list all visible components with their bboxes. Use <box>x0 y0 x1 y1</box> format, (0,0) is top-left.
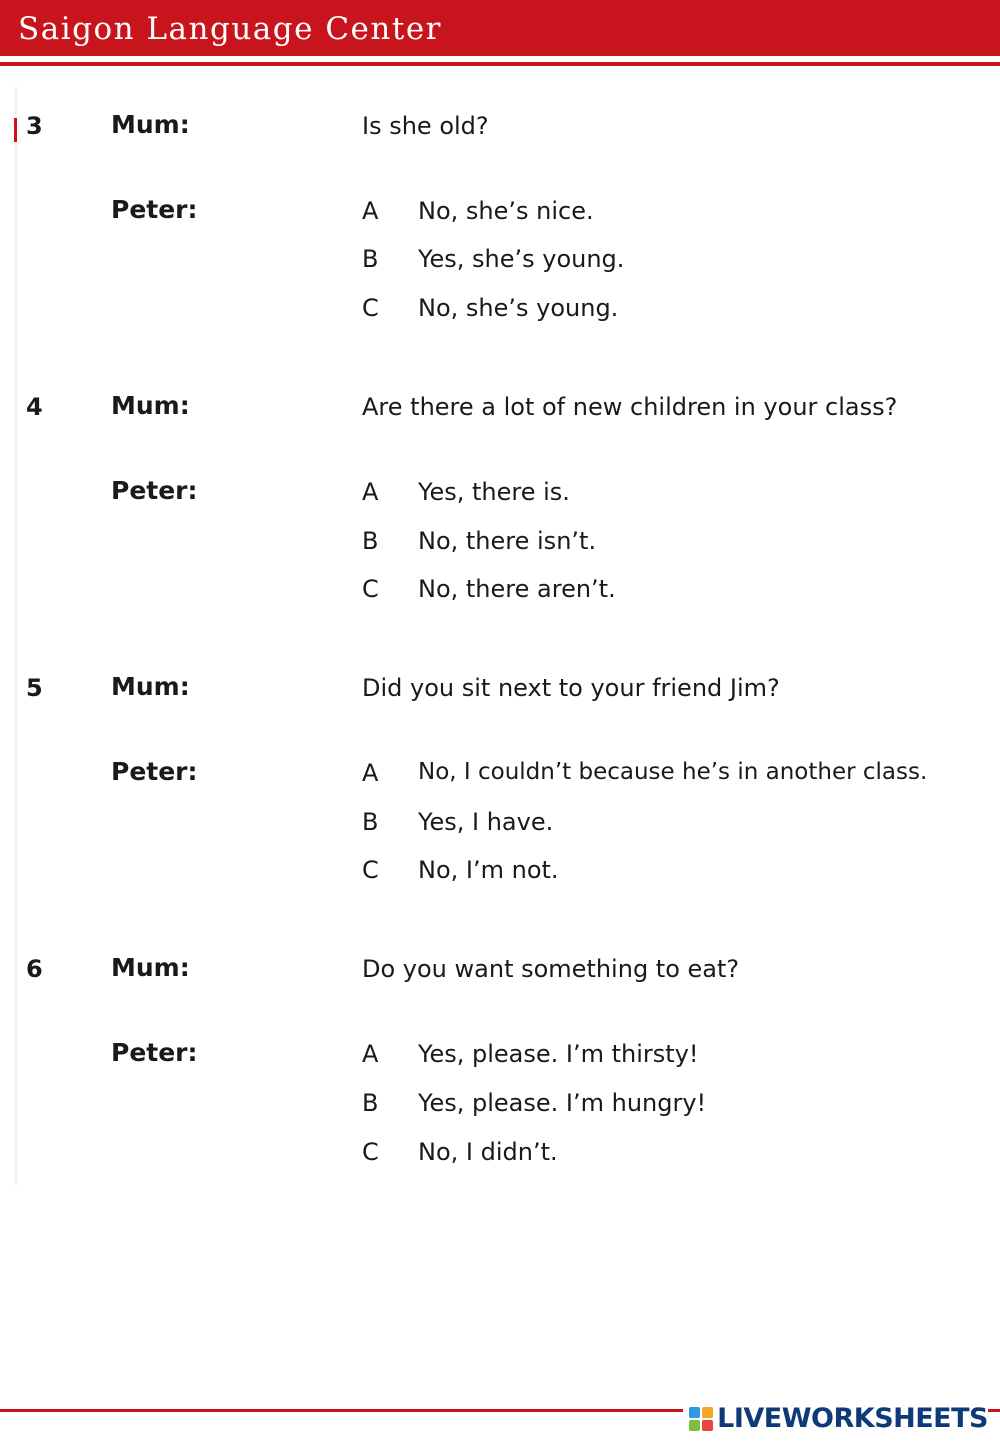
option-letter[interactable]: C <box>362 856 379 884</box>
red-margin-mark <box>14 118 17 142</box>
option-text[interactable]: No, I couldn’t because he’s in another class. <box>418 759 928 785</box>
option-text[interactable]: No, there isn’t. <box>418 527 597 555</box>
option-letter[interactable]: B <box>362 527 379 555</box>
mum-question-text: Do you want something to eat? <box>362 955 740 983</box>
option-text[interactable]: No, I’m not. <box>418 856 559 884</box>
liveworksheets-logo[interactable] <box>683 1405 988 1432</box>
option-text[interactable]: Yes, please. I’m hungry! <box>418 1089 707 1117</box>
option-letter[interactable]: C <box>362 575 379 603</box>
header-bar <box>0 0 1000 56</box>
option-text[interactable]: No, I didn’t. <box>418 1138 558 1166</box>
liveworksheets-logo-icon <box>689 1407 713 1431</box>
option-letter[interactable]: C <box>362 294 379 322</box>
option-letter[interactable]: C <box>362 1138 379 1166</box>
mum-question-text: Did you sit next to your friend Jim? <box>362 674 780 702</box>
mum-question-text: Is she old? <box>362 112 489 140</box>
header-divider <box>0 62 1000 66</box>
option-text[interactable]: No, she’s nice. <box>418 197 594 225</box>
option-letter[interactable]: B <box>362 1089 379 1117</box>
header-title: Saigon Language Center <box>18 11 442 47</box>
speaker-label-mum: Mum: <box>111 391 190 420</box>
speaker-label-mum: Mum: <box>111 672 190 701</box>
option-letter[interactable]: A <box>362 197 379 225</box>
speaker-label-peter: Peter: <box>111 195 198 224</box>
option-letter[interactable]: B <box>362 245 379 273</box>
option-letter[interactable]: A <box>362 759 379 787</box>
logo-square-icon <box>689 1420 700 1431</box>
option-text[interactable]: Yes, she’s young. <box>418 245 625 273</box>
logo-square-icon <box>702 1420 713 1431</box>
speaker-label-peter: Peter: <box>111 476 198 505</box>
option-letter[interactable]: A <box>362 478 379 506</box>
speaker-label-mum: Mum: <box>111 953 190 982</box>
logo-square-icon <box>689 1407 700 1418</box>
mum-question-text: Are there a lot of new children in your class? <box>362 393 898 421</box>
logo-square-icon <box>702 1407 713 1418</box>
option-letter[interactable]: A <box>362 1040 379 1068</box>
option-text[interactable]: Yes, I have. <box>418 808 554 836</box>
question-number: 5 <box>26 674 43 702</box>
option-text[interactable]: No, there aren’t. <box>418 575 616 603</box>
scan-edge <box>15 86 17 1186</box>
option-letter[interactable]: B <box>362 808 379 836</box>
question-number: 3 <box>26 112 43 140</box>
speaker-label-peter: Peter: <box>111 1038 198 1067</box>
question-number: 4 <box>26 393 43 421</box>
question-number: 6 <box>26 955 43 983</box>
speaker-label-mum: Mum: <box>111 110 190 139</box>
option-text[interactable]: Yes, please. I’m thirsty! <box>418 1040 699 1068</box>
logo-text: LIVEWORKSHEETS <box>717 1403 988 1434</box>
option-text[interactable]: No, she’s young. <box>418 294 619 322</box>
speaker-label-peter: Peter: <box>111 757 198 786</box>
option-text[interactable]: Yes, there is. <box>418 478 570 506</box>
